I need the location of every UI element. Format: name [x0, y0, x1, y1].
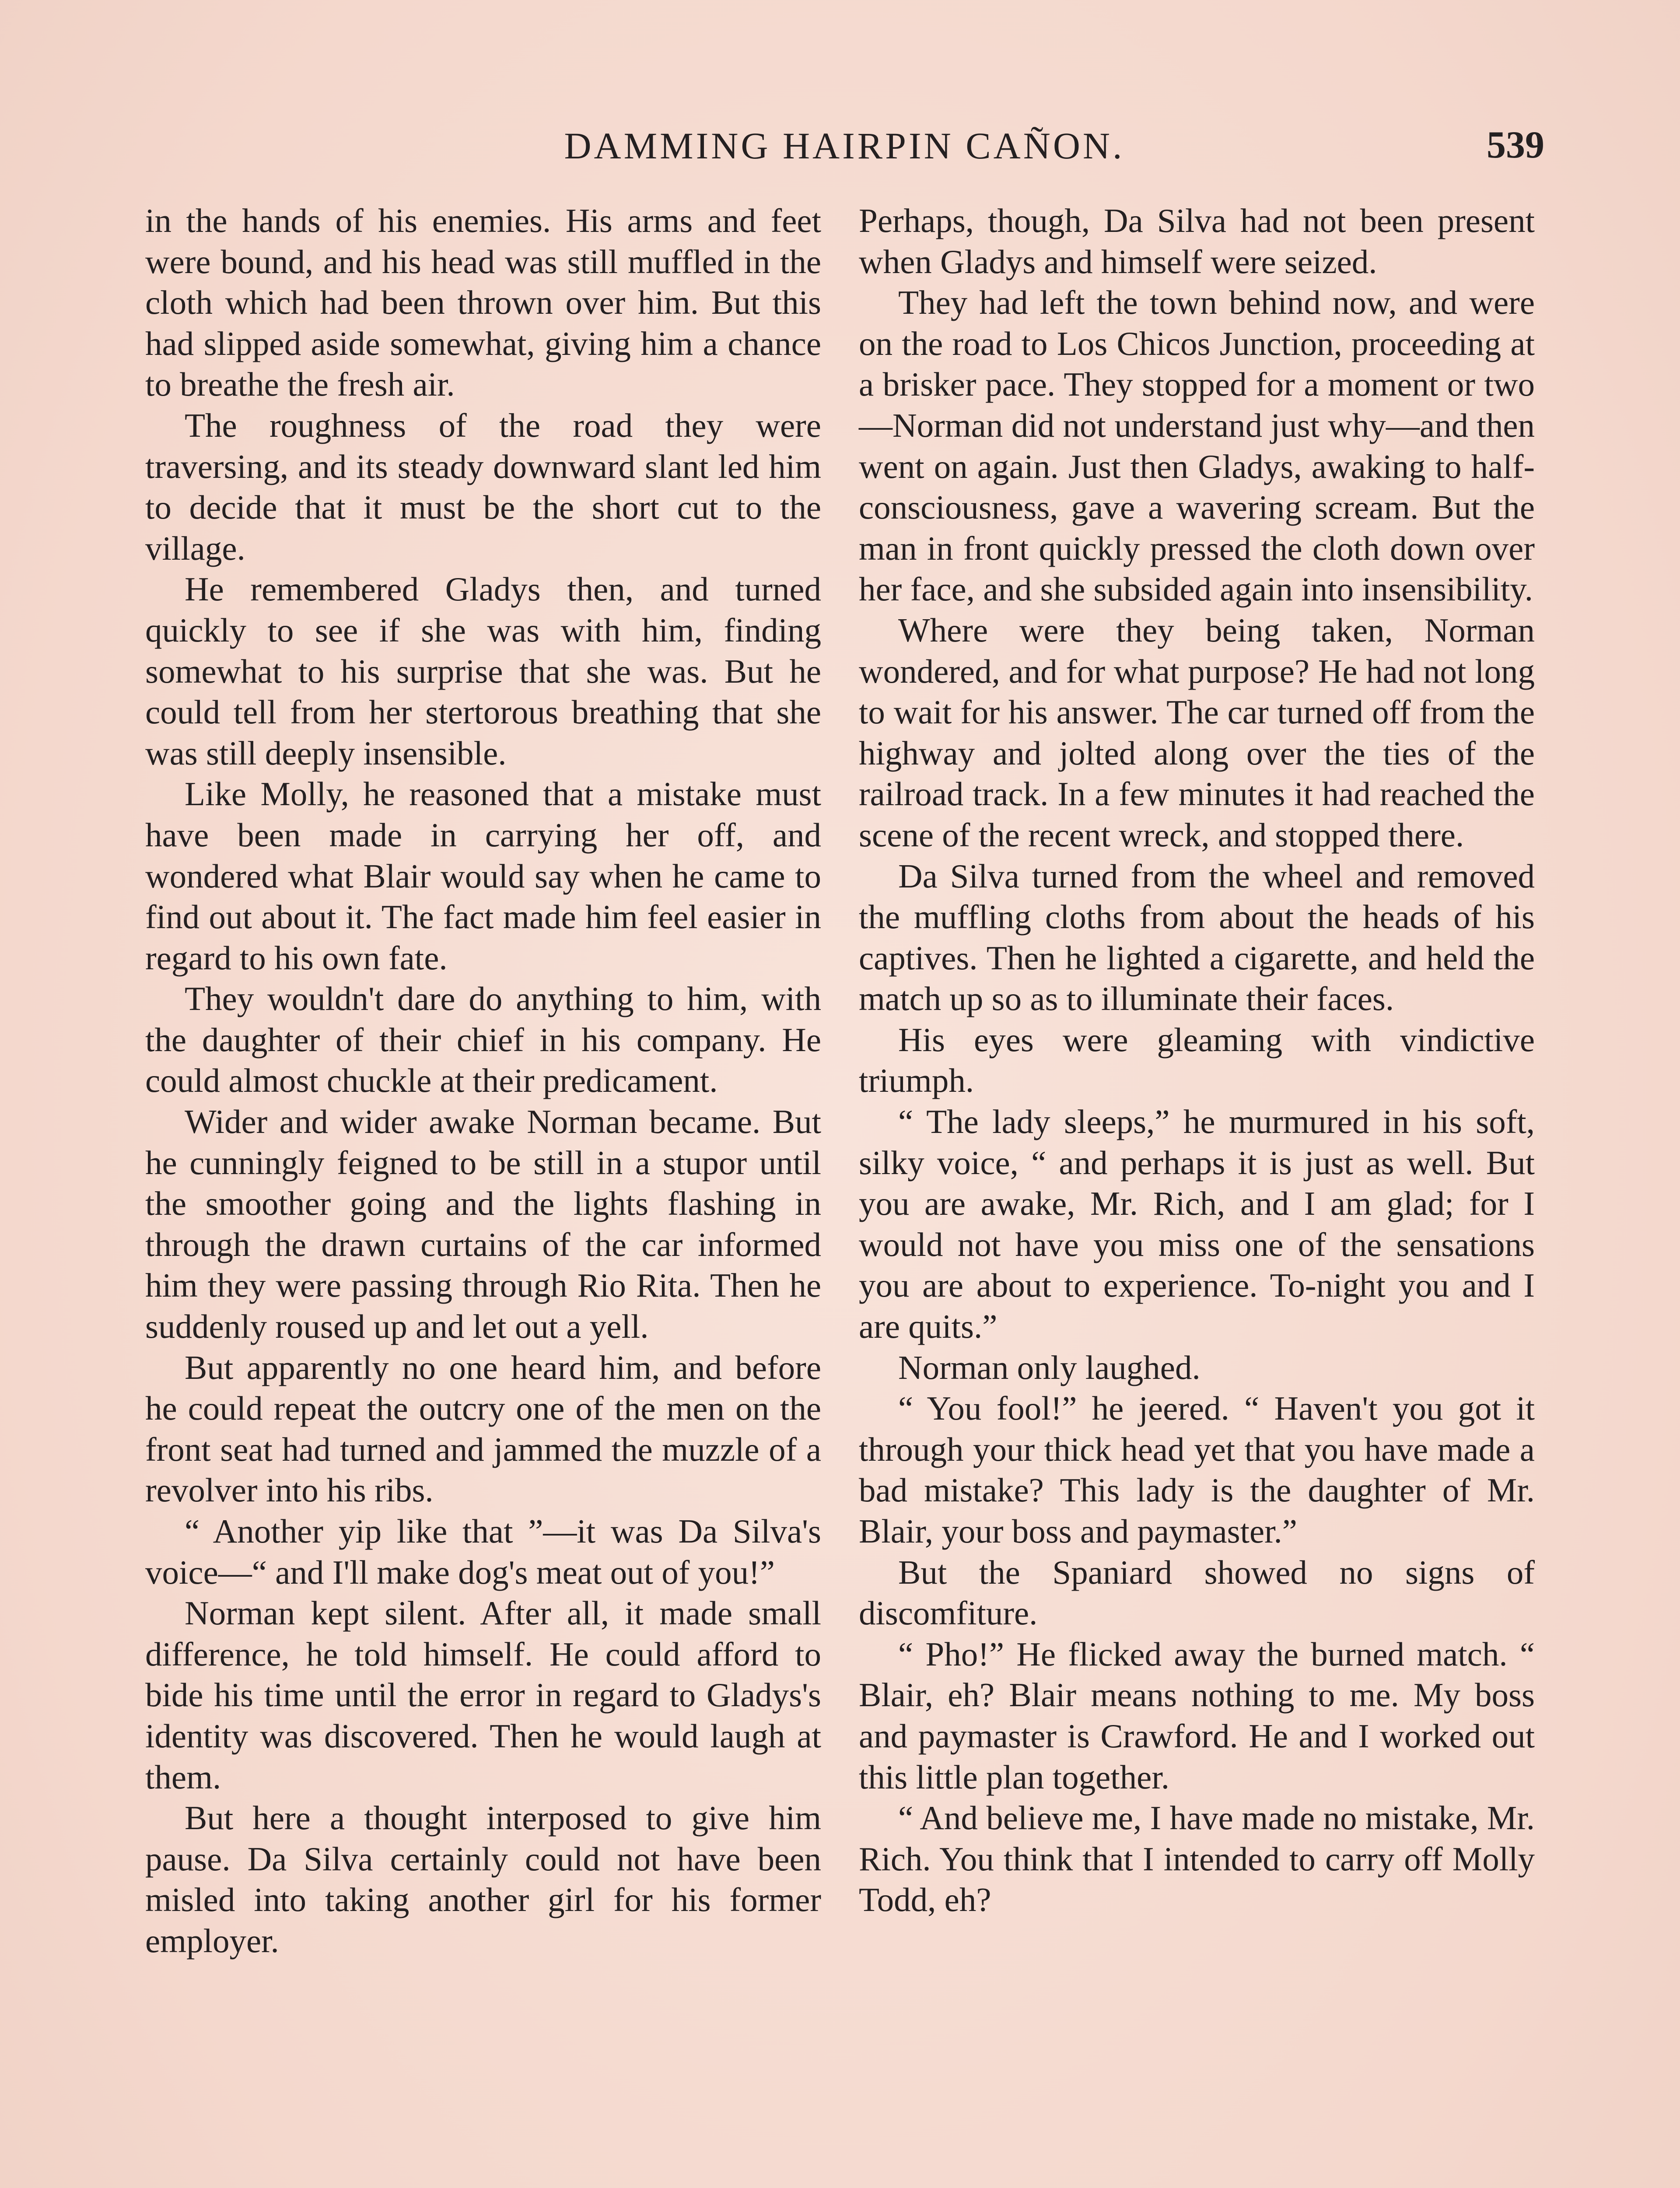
paragraph: “ Another yip like that ”—it was Da Silva's voice—“ and I'll make dog's meat out of you!” — [145, 1512, 821, 1591]
paragraph: “ You fool!” he jeered. “ Haven't you got it through your thick head yet that you have made a bad mistake? This lady is the daughter of Mr. Blair, your boss and paymaster.” — [859, 1389, 1535, 1550]
paragraph: His eyes were gleaming with vindictive triumph. — [859, 1020, 1535, 1100]
paragraph: Norman only laughed. — [898, 1348, 1200, 1386]
right-column — [859, 200, 1535, 1921]
paragraph: The roughness of the road they were traversing, and its steady downward slant led him to decide that it must be the short cut to the village. — [145, 406, 821, 567]
paragraph: Where were they being taken, Norman wondered, and for what purpose? He had not long to wait for his answer. The car turned off from the highway and jolted along over the ties of the railroad track. In a few minutes it had reached the scene of the recent wreck, and stopped there. — [859, 611, 1535, 854]
paragraph: “ The lady sleeps,” he murmured in his soft, silky voice, “ and perhaps it is just as well. But you are awake, Mr. Rich, and I am glad; for I would not have you miss one of the sensations you are about to experience. To-night you and I are quits.” — [859, 1103, 1535, 1346]
paragraph: in the hands of his enemies. His arms and feet were bound, and his head was still muffled in the cloth which had been thrown over him. But this had slipped aside somewhat, giving him a chance to breathe the fresh air. — [145, 202, 821, 403]
paragraph: Da Silva turned from the wheel and removed the muffling cloths from about the heads of his captives. Then he lighted a cigarette, and held the match up so as to illuminate their faces. — [859, 857, 1535, 1018]
running-title: DAMMING HAIRPIN CAÑON. — [564, 125, 1125, 167]
paragraph: “ Pho!” He flicked away the burned match. “ Blair, eh? Blair means nothing to me. My boss and paymaster is Crawford. He and I worked out this little plan together. — [859, 1635, 1535, 1796]
paragraph: “ And believe me, I have made no mistake, Mr. Rich. You think that I intended to carry off Molly Todd, eh? — [859, 1799, 1535, 1919]
paragraph: Like Molly, he reasoned that a mistake must have been made in carrying her off, and wondered what Blair would say when he came to find out about it. The fact made him feel easier in regard to his own fate. — [145, 775, 821, 977]
paragraph: But apparently no one heard him, and before he could repeat the outcry one of the men on the front seat had turned and jammed the muzzle of a revolver into his ribs. — [145, 1348, 821, 1509]
paragraph: They wouldn't dare do anything to him, with the daughter of their chief in his company. He could almost chuckle at their predicament. — [145, 980, 821, 1100]
paragraph: But here a thought interposed to give him pause. Da Silva certainly could not have been misled into taking another girl for his former employer. — [145, 1799, 821, 1960]
paragraph: Perhaps, though, Da Silva had not been present when Gladys and himself were seized. — [859, 202, 1535, 281]
paragraph: He remembered Gladys then, and turned quickly to see if she was with him, finding somewhat to his surprise that she was. But he could tell from her stertorous breathing that she was still deeply insensible. — [145, 570, 821, 772]
paragraph: Wider and wider awake Norman became. But he cunningly feigned to be still in a stupor until the smoother going and the lights flashing in through the drawn curtains of the car informed him they were passing through Rio Rita. Then he suddenly roused up and let out a yell. — [145, 1103, 821, 1346]
paragraph: But the Spaniard showed no signs of discomfiture. — [859, 1553, 1535, 1632]
paragraph: Norman kept silent. After all, it made small difference, he told himself. He could afford to bide his time until the error in regard to Gladys's identity was discovered. Then he would laugh at them. — [145, 1594, 821, 1796]
paragraph: They had left the town behind now, and were on the road to Los Chicos Junction, proceeding at a brisker pace. They stopped for a moment or two—Norman did not understand just why—and then went on again. Just then Gladys, awaking to half-consciousness, gave a wavering scream. But the man in front quickly pressed the cloth down over her face, and she subsided again into insensibility. — [859, 284, 1535, 608]
left-column — [145, 200, 821, 1962]
page-number: 539 — [1487, 124, 1544, 166]
